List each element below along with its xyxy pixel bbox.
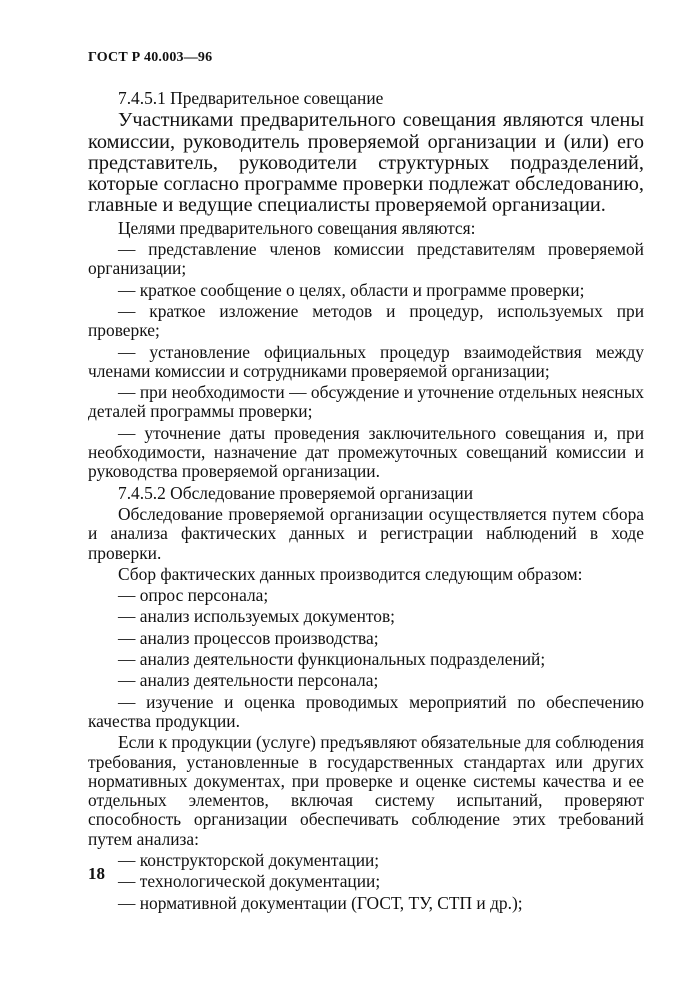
list-item: — анализ процессов производства; (118, 627, 379, 648)
paragraph: 7.4.5.1 Предварительное совещание (118, 88, 384, 108)
document-header: ГОСТ Р 40.003—96 (88, 50, 213, 65)
list-item: — нормативной документации (ГОСТ, ТУ, СТП и др.); (118, 892, 523, 913)
list-item: — краткое изложение методов и процедур, используемых при проверке; (88, 300, 644, 341)
list-item: — технологической документации; (118, 871, 381, 892)
paragraph: Обследование проверяемой организации осуществляется путем сбора и анализа фактических данных и регистрации наблюдений в ходе проверки. (88, 503, 644, 563)
list-item: — анализ деятельности персонала; (118, 670, 379, 691)
paragraph: Если к продукции (услуге) предъявляют обязательные для соблюдения требования, установленные в государственных стандартах или других нормативных документах, при проверке и оценке системы качества и ее отдельных элементов, включая систему испытаний, проверяют способность организации обеспечивать соблюдение этих требований путем анализа: (88, 732, 644, 849)
paragraph: Участниками предварительного совещания являются члены комиссии, руководитель проверяемой организации и (или) его представитель, руководители структурных подразделений, которые согласно программе проверки подлежат обследованию, главные и ведущие специалисты проверяемой организации. (88, 109, 644, 217)
page-number: 18 (88, 864, 105, 883)
list-item: — опрос персонала; (118, 585, 269, 606)
list-item: — установление официальных процедур взаимодействия между членами комиссии и сотрудниками проверяемой организации; (88, 341, 644, 381)
list-item: — представление членов комиссии представителям проверяемой организации; (88, 239, 644, 279)
paragraph: Сбор фактических данных производится следующим образом: (118, 563, 583, 584)
list-item: — анализ используемых документов; (118, 606, 396, 627)
list-item: — уточнение даты проведения заключительного совещания и, при необходимости, назначение дат промежуточных совещаний комиссии и руководства проверяемой организации. (88, 422, 644, 482)
list-item: — краткое сообщение о целях, области и программе проверки; (118, 279, 585, 300)
list-item: — анализ деятельности функциональных подразделений; (118, 649, 546, 670)
list-item: — изучение и оценка проводимых мероприятий по обеспечению качества продукции. (88, 691, 644, 731)
paragraph: Целями предварительного совещания являются: (118, 217, 476, 238)
list-item: — конструкторской документации; (118, 849, 380, 870)
list-item: — при необходимости — обсуждение и уточнение отдельных неясных деталей программы проверки; (88, 382, 644, 422)
section-heading: 7.4.5.2 Обследование проверяемой организации (118, 482, 474, 503)
document-body (88, 88, 644, 913)
